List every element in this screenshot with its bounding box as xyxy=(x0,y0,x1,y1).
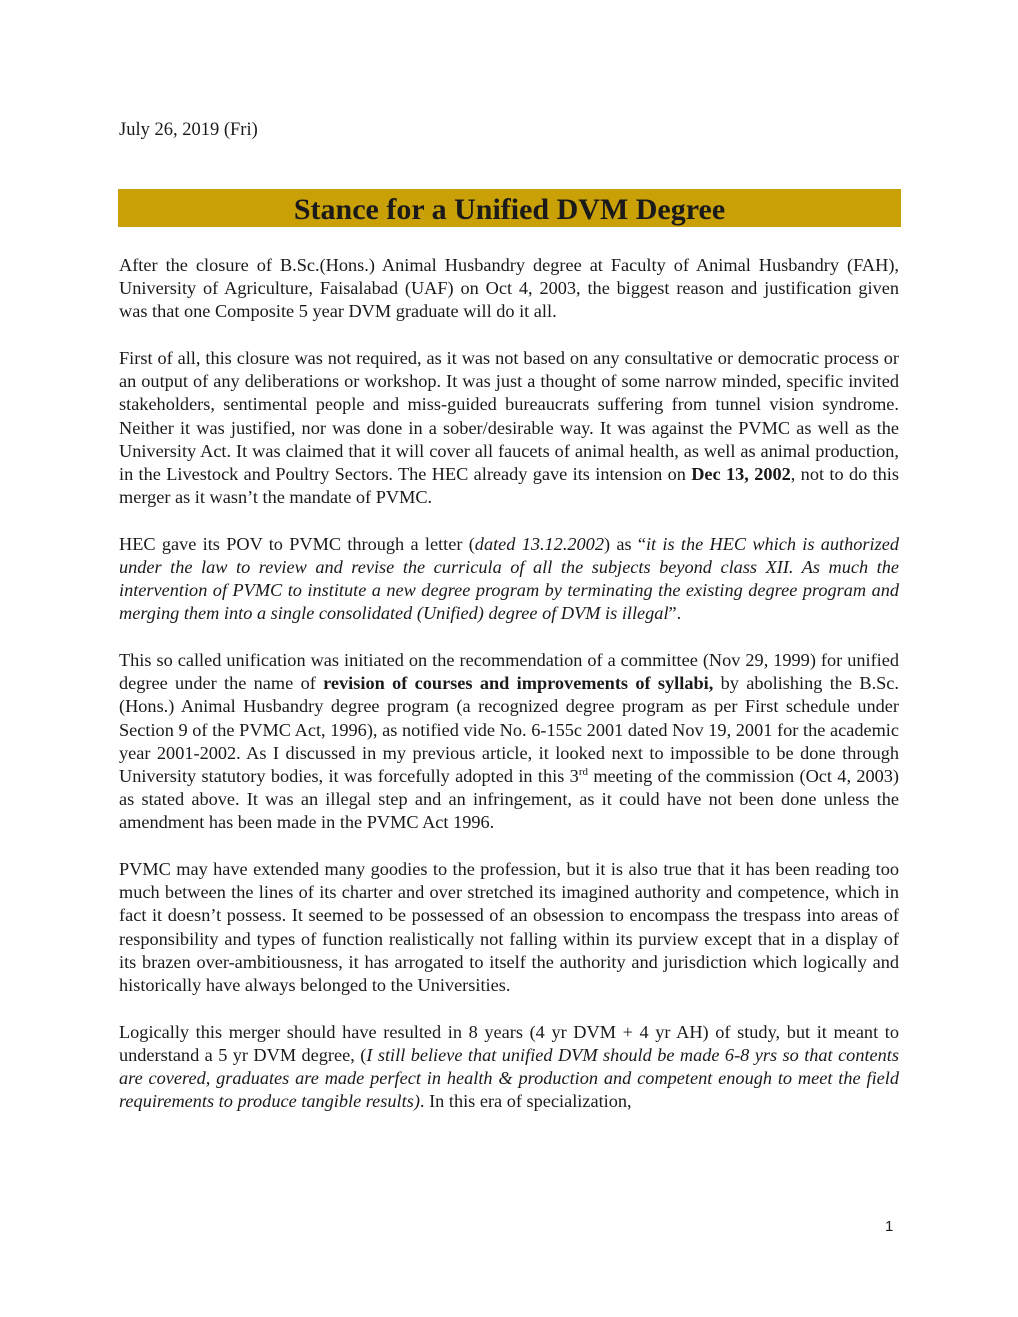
ordinal-superscript: rd xyxy=(578,765,588,778)
italic-letter-date: dated 13.12.2002 xyxy=(474,533,604,554)
paragraph-4: This so called unification was initiated on the recommendation of a committee (Nov 29, 1999) for unified degree under the name of revision of courses and improvements of syllabi, by abolishing the B.Sc.(Hons.) Animal Husbandry degree program (a recognized degree program as per First schedule under Section 9 of the PVMC Act, 1996), as notified vide No. 6-155c 2001 dated Nov 19, 2001 for the academic year 2001-2002. As I discussed in my previous article, it looked next to impossible to be done through University statutory bodies, it was forcefully adopted in this 3rd meeting of the commission (Oct 4, 2003) as stated above. It was an illegal step and an infringement, as it could have not been done unless the amendment has been made in the PVMC Act 1996. xyxy=(119,650,900,833)
paragraph-3: HEC gave its POV to PVMC through a letter (dated 13.12.2002) as “it is the HEC which is authorized under the law to review and revise the curricula of all the subjects beyond class XII. As much the intervention of PVMC to institute a new degree program by terminating the existing degree program and merging them into a single consolidated (Unified) degree of DVM is illegal”. xyxy=(119,533,899,624)
document-body xyxy=(119,254,899,1137)
title-banner xyxy=(118,189,901,227)
bold-committee-name: revision of courses and improvements of syllabi, xyxy=(323,673,714,694)
paragraph-6: Logically this merger should have resulted in 8 years (4 yr DVM + 4 yr AH) of study, but it meant to understand a 5 yr DVM degree, (I still believe that unified DVM should be made 6-8 yrs so that contents are covered, graduates are made perfect in health & production and competent enough to meet the field requirements to produce tangible results). In this era of specialization, xyxy=(119,1021,899,1112)
page-number: 1 xyxy=(885,1218,894,1235)
document-title: Stance for a Unified DVM Degree xyxy=(293,193,726,226)
italic-opinion: I still believe that unified DVM should be made 6-8 yrs so that contents are covered, graduates are made perfect in health & production and competent enough to meet the field requirements to produce tangible results) xyxy=(119,1044,899,1112)
paragraph-1: After the closure of B.Sc.(Hons.) Animal Husbandry degree at Faculty of Animal Husbandry (FAH), University of Agriculture, Faisalabad (UAF) on Oct 4, 2003, the biggest reason and justification given was that one Composite 5 year DVM graduate will do it all. xyxy=(119,255,899,322)
document-date: July 26, 2019 (Fri) xyxy=(119,120,258,140)
bold-date: Dec 13, 2002 xyxy=(691,464,791,485)
italic-quote: it is the HEC which is authorized under the law to review and revise the curricula of all the subjects beyond class XII. As much the intervention of PVMC to institute a new degree program by terminating the existing degree program and merging them into a single consolidated (Unified) degree of DVM is illegal xyxy=(119,533,899,624)
paragraph-5: PVMC may have extended many goodies to the profession, but it is also true that it has been reading too much between the lines of its charter and over stretched its imagined authority and competence, which in fact it doesn’t possess. It seemed to be possessed of an obsession to encompass the trespass into areas of responsibility and types of function realistically not falling within its purview except that in a display of its brazen over-ambitiousness, it has arrogated to itself the authority and jurisdiction which logically and historically have always belonged to the Universities. xyxy=(119,859,899,996)
paragraph-2: First of all, this closure was not required, as it was not based on any consultative or democratic process or an output of any deliberations or workshop. It was just a thought of some narrow minded, specific invited stakeholders, sentimental people and miss-guided bureaucrats suffering from tunnel vision syndrome. Neither it was justified, nor was done in a sober/desirable way. It was against the PVMC as well as the University Act. It was claimed that it will cover all faucets of animal health, as well as animal production, in the Livestock and Poultry Sectors. The HEC already gave its intension on Dec 13, 2002, not to do this merger as it wasn’t the mandate of PVMC. xyxy=(119,348,899,508)
